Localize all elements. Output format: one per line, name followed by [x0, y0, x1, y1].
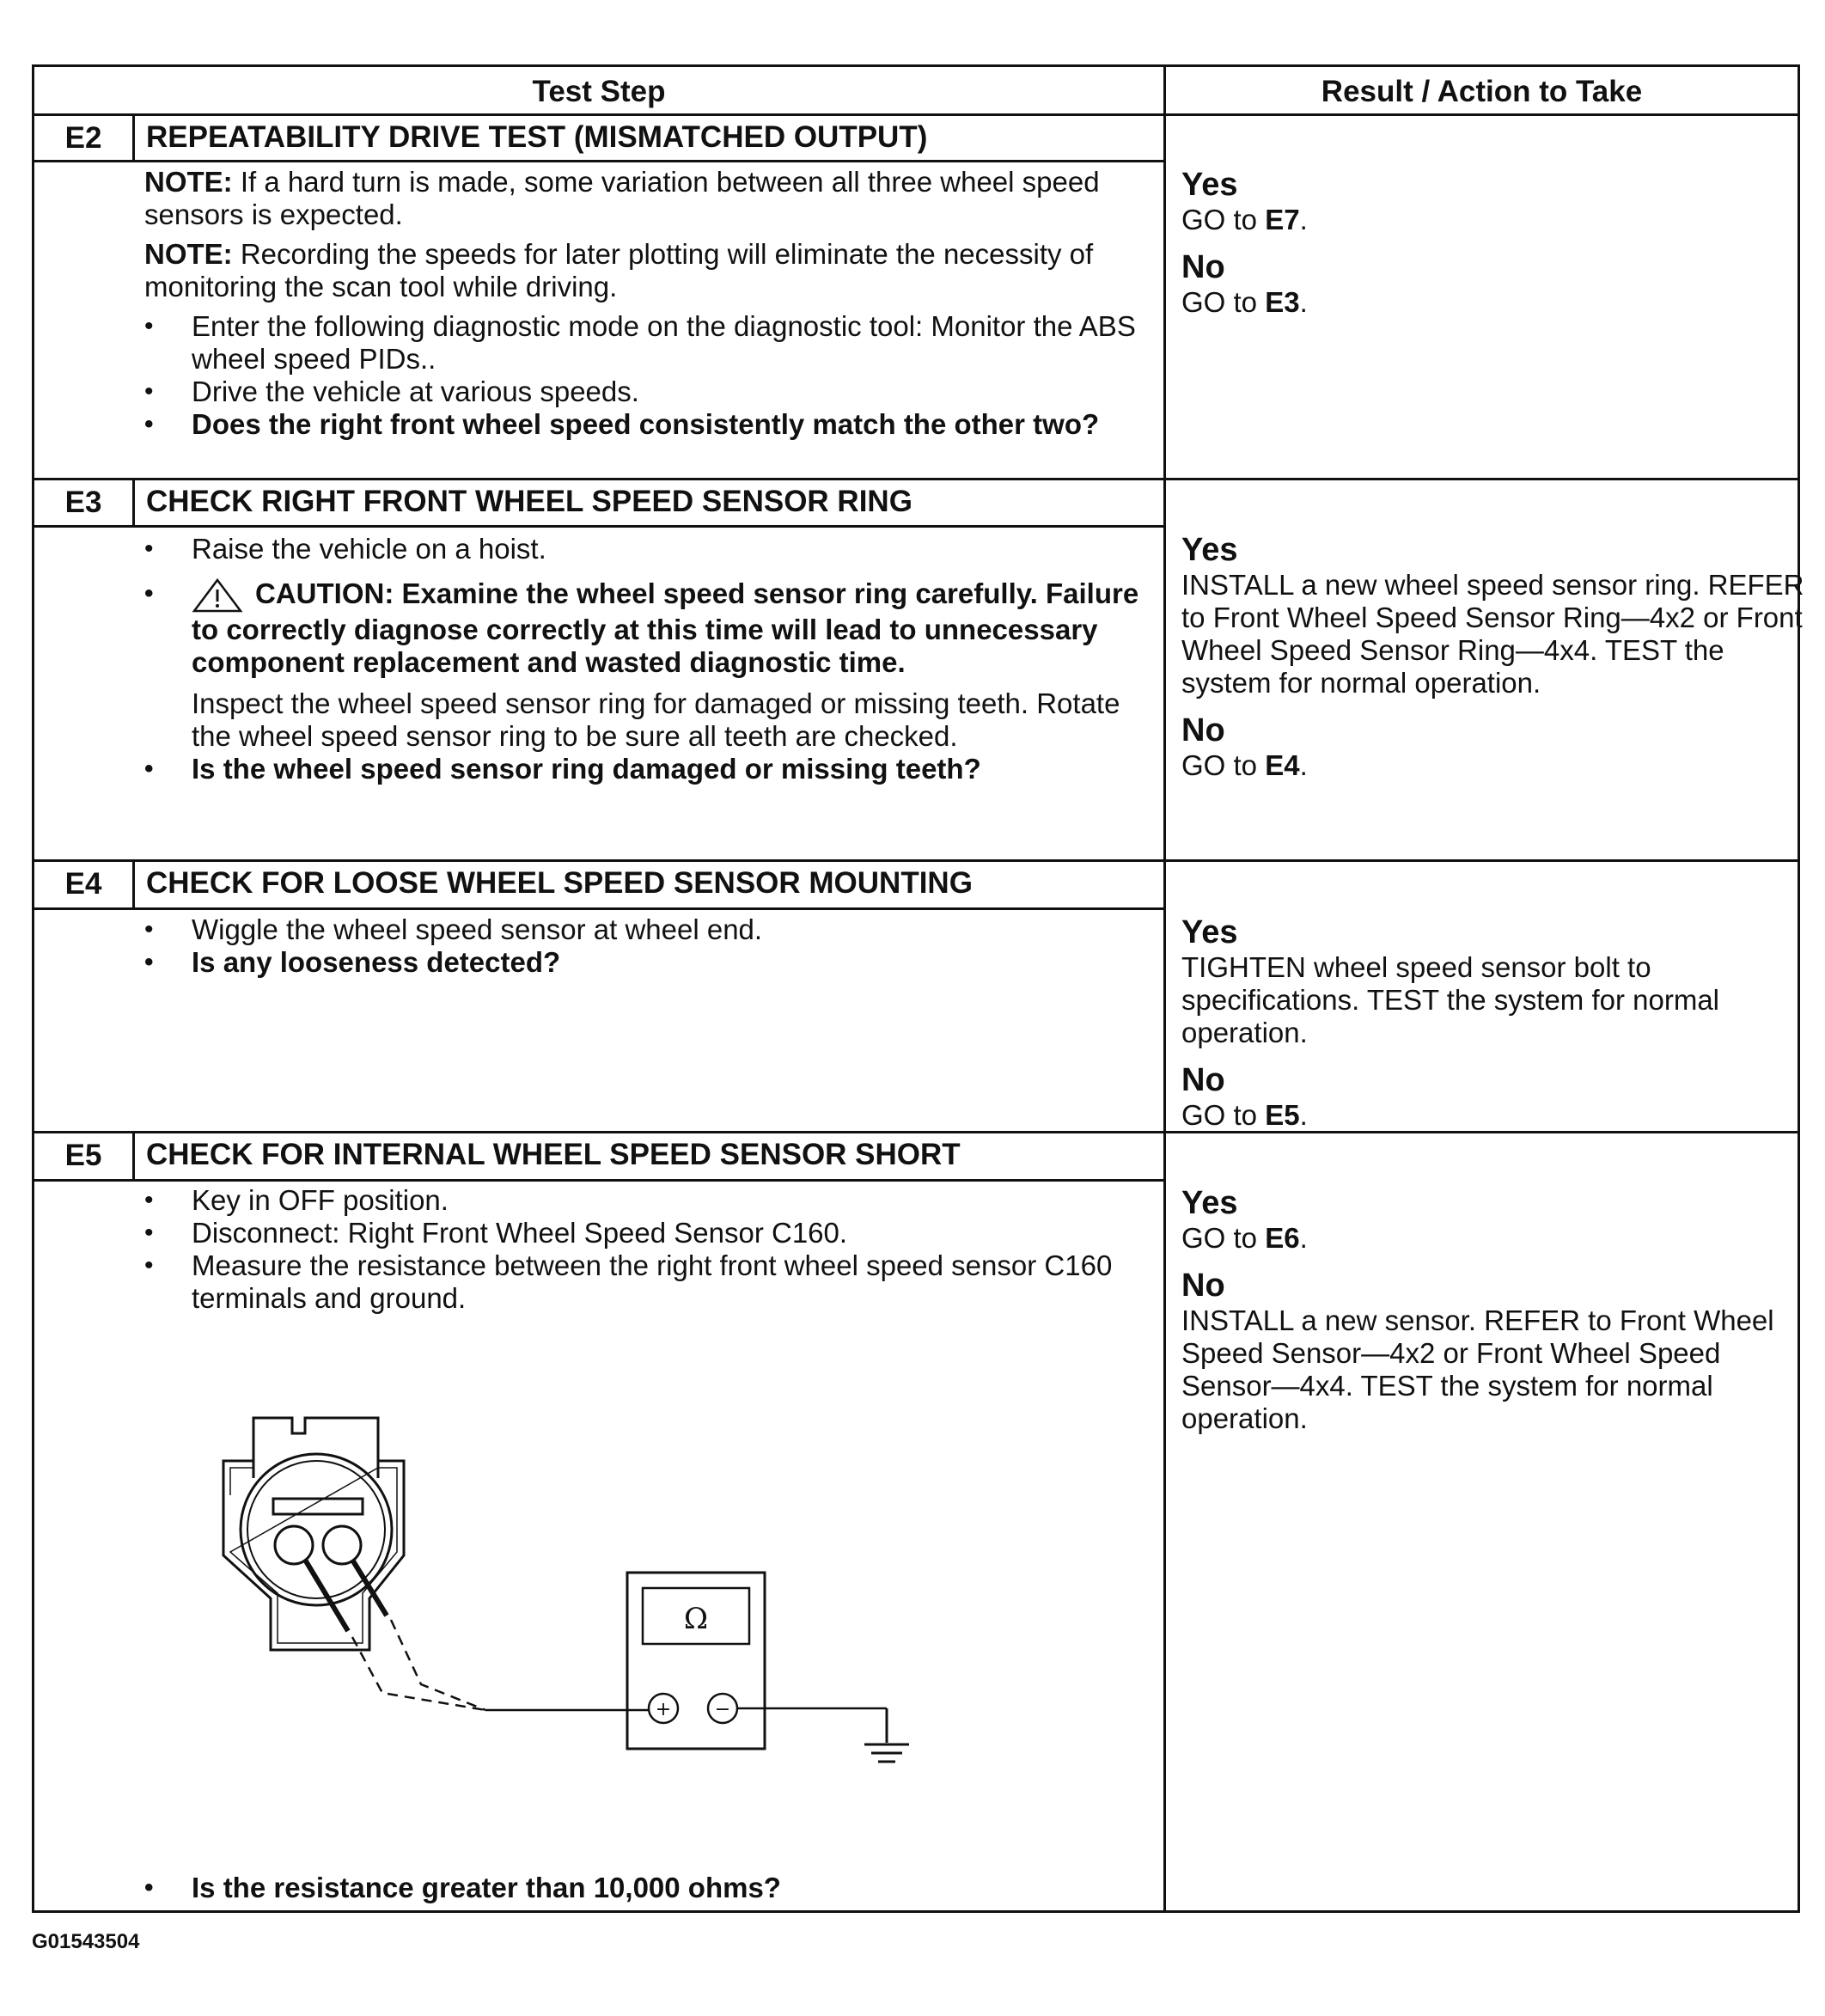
step-title: CHECK FOR INTERNAL WHEEL SPEED SENSOR SHORT: [146, 1138, 961, 1171]
question-item: • Is the wheel speed sensor ring damaged or missing teeth?: [144, 753, 1150, 785]
step-body: [144, 913, 1150, 979]
no-label: No: [1181, 1268, 1225, 1304]
note: NOTE: If a hard turn is made, some variation between all three wheel speed sensors is expected.: [144, 166, 1100, 230]
no-action: GO to E4.: [1181, 749, 1308, 781]
list-item: • Wiggle the wheel speed sensor at wheel end.: [144, 913, 1150, 946]
list-item: • Enter the following diagnostic mode on the diagnostic tool: Monitor the ABS wheel speed PIDs..: [144, 310, 1150, 376]
step-result: [1181, 1184, 1817, 1447]
step-title: CHECK RIGHT FRONT WHEEL SPEED SENSOR RING: [146, 485, 912, 518]
caution-item: • CAUTION: Examine the wheel speed sensor ring carefully. Failure to correctly diagnose correctly at this time will lead to unnecessary component replacement and wasted diagnostic time.: [144, 577, 1150, 679]
step-code: E5: [64, 1139, 102, 1172]
yes-action: GO to E7.: [1181, 204, 1308, 235]
resistance-measurement-diagram: [206, 1409, 937, 1796]
step-title: CHECK FOR LOOSE WHEEL SPEED SENSOR MOUNTING: [146, 866, 973, 900]
question-item: • Is the resistance greater than 10,000 ohms?: [144, 1872, 1150, 1904]
svg-text:+: +: [655, 1699, 672, 1720]
step-result: [1181, 913, 1817, 1144]
warning-triangle-icon: [192, 577, 243, 614]
yes-label: Yes: [1181, 167, 1238, 203]
no-label: No: [1181, 712, 1225, 748]
step-body: [144, 1872, 1150, 1904]
no-label: No: [1181, 249, 1225, 285]
list-item: • Key in OFF position.: [144, 1184, 1150, 1217]
figure-id: G01543504: [32, 1930, 140, 1953]
test-lead: [352, 1620, 485, 1710]
header-divider: [34, 113, 1798, 116]
yes-label: Yes: [1181, 532, 1238, 568]
no-action: INSTALL a new sensor. REFER to Front Wheel Speed Sensor—4x2 or Front Wheel Speed Sensor—4x4. TEST the system for normal operation.: [1181, 1304, 1774, 1434]
test-probe-icon: [305, 1560, 387, 1631]
header-result-action: Result / Action to Take: [1321, 75, 1643, 108]
list-item: • Raise the vehicle on a hoist.: [144, 533, 1150, 565]
question-item: • Is any looseness detected?: [144, 946, 1150, 979]
no-action: GO to E3.: [1181, 286, 1308, 318]
yes-action: TIGHTEN wheel speed sensor bolt to specifications. TEST the system for normal operation.: [1181, 951, 1720, 1048]
note: NOTE: Recording the speeds for later plotting will eliminate the necessity of monitoring the scan tool while driving.: [144, 238, 1094, 302]
list-item: • Drive the vehicle at various speeds.: [144, 376, 1150, 408]
yes-action: GO to E6.: [1181, 1222, 1308, 1254]
yes-label: Yes: [1181, 914, 1238, 950]
no-action: GO to E5.: [1181, 1099, 1308, 1131]
ohmmeter-icon: [627, 1573, 765, 1749]
step-result: [1181, 531, 1817, 794]
inspect-text: Inspect the wheel speed sensor ring for damaged or missing teeth. Rotate the wheel speed sensor ring to be sure all teeth are checked.: [192, 687, 1120, 753]
question-item: • Does the right front wheel speed consistently match the other two?: [144, 408, 1150, 441]
step-body: [144, 166, 1150, 441]
step-code: E3: [64, 486, 102, 519]
yes-label: Yes: [1181, 1185, 1238, 1221]
svg-text:Ω: Ω: [683, 1602, 709, 1636]
svg-text:−: −: [714, 1699, 731, 1720]
header-test-step: Test Step: [532, 75, 666, 108]
list-item: • Disconnect: Right Front Wheel Speed Sensor C160.: [144, 1217, 1150, 1249]
list-item: • Measure the resistance between the right front wheel speed sensor C160 terminals and ground.: [144, 1249, 1150, 1315]
no-label: No: [1181, 1062, 1225, 1098]
step-result: [1181, 166, 1817, 331]
step-title: REPEATABILITY DRIVE TEST (MISMATCHED OUTPUT): [146, 120, 928, 154]
column-divider: [1163, 67, 1166, 1910]
ground-icon: [864, 1708, 909, 1762]
yes-action: INSTALL a new wheel speed sensor ring. REFER to Front Wheel Speed Sensor Ring—4x2 or Front Wheel Speed Sensor Ring—4x4. TEST the system for normal operation.: [1181, 569, 1804, 699]
step-code: E2: [64, 121, 102, 155]
sensor-connector-icon: [223, 1418, 404, 1650]
step-code: E4: [64, 867, 102, 901]
step-body: [144, 533, 1150, 785]
step-body: [144, 1184, 1150, 1315]
